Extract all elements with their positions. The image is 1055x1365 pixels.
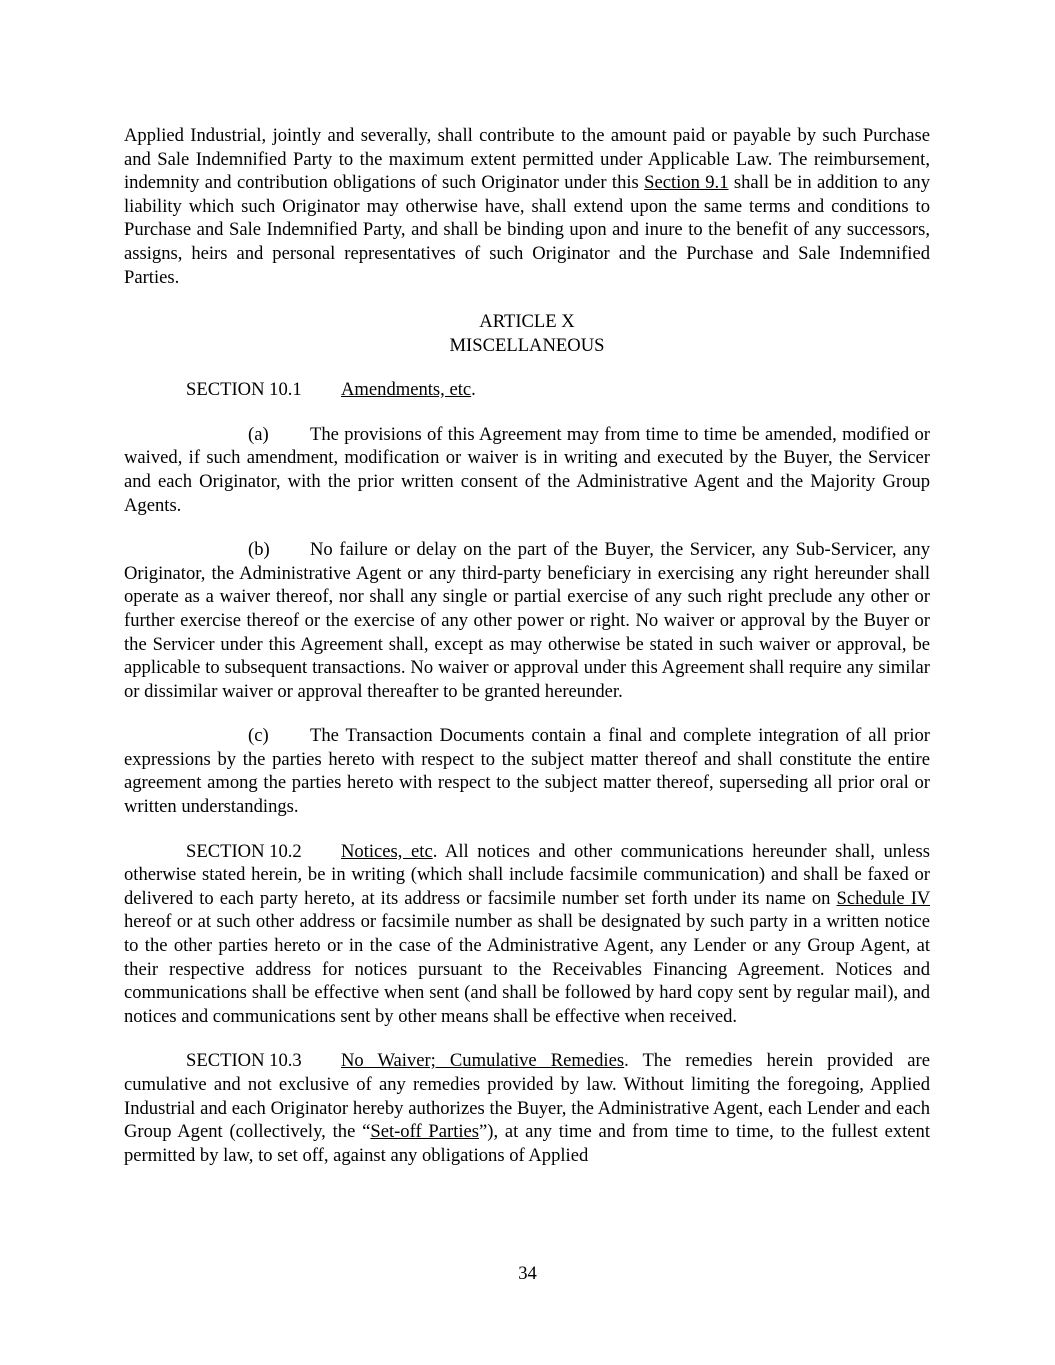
section-10-2-text-2: hereof or at such other address or facsimile number as shall be designated by such party in a written notice to the other parties hereto or in the case of the Administrative Agent, any Lender or any Group Agent, at their respective address for notices pursuant to the Receivables Financing Agreement. Notices and communications shall be effective when sent (and shall be followed by hard copy sent by regular mail), and notices and communications sent by other means shall be effective when received. xyxy=(124,911,930,1027)
clause-c-text: The Transaction Documents contain a final and complete integration of all prior expressions by the parties hereto with respect to the subject matter thereof and shall constitute the entire agreement among the parties hereto with respect to the subject matter thereof, superseding all prior oral or written understandings. xyxy=(124,725,930,818)
clause-a-label: (a) xyxy=(248,423,269,445)
section-10-1-title: Amendments, etc xyxy=(341,379,472,401)
section-10-3-text-2: ”), at any time and from time to time, to the fullest extent permitted by law, to set off, against any obligations of Applied xyxy=(124,1121,931,1166)
schedule-iv-reference: Schedule IV xyxy=(836,887,930,909)
section-10-1-heading xyxy=(124,378,930,402)
section-10-1-number: SECTION 10.1 xyxy=(186,379,302,401)
intro-paragraph xyxy=(124,124,930,289)
set-off-parties-term: Set-off Parties xyxy=(370,1121,480,1143)
section-10-2 xyxy=(124,840,930,1029)
clause-b-label: (b) xyxy=(248,539,270,561)
article-heading xyxy=(124,310,930,358)
section-10-3-title-end: . xyxy=(624,1050,629,1072)
section-10-3 xyxy=(124,1049,930,1167)
page-number: 34 xyxy=(518,1263,537,1284)
article-title: MISCELLANEOUS xyxy=(449,335,605,357)
article-number: ARTICLE X xyxy=(479,311,575,333)
intro-text-2: shall be in addition to any liability which such Originator may otherwise have, shall extend upon the same terms and conditions to Purchase and Sale Indemnified Party, and shall be binding upon and inure to the benefit of any successors, assigns, heirs and personal representatives of such Originator and the Purchase and Sale Indemnified Parties. xyxy=(124,172,930,288)
section-10-3-text-1: The remedies herein provided are cumulative and not exclusive of any remedies provided by law. Without limiting the foregoing, Applied Industrial and each Originator hereby authorizes the Buyer, the Administrative Agent, each Lender and each Group Agent (collectively, the “ xyxy=(124,1050,930,1143)
section-10-2-text-1: All notices and other communications hereunder shall, unless otherwise stated herein, be in writing (which shall include facsimile communication) and shall be faxed or delivered to each party hereto, at its address or facsimile number set forth under its name on xyxy=(124,840,930,909)
document-page xyxy=(124,124,930,1188)
section-9-1-reference: Section 9.1 xyxy=(644,172,729,194)
clause-c-label: (c) xyxy=(248,725,269,747)
section-10-3-title: No Waiver; Cumulative Remedies xyxy=(341,1050,625,1072)
section-10-1-a xyxy=(124,423,930,517)
clause-b-text: No failure or delay on the part of the Buyer, the Servicer, any Sub-Servicer, any Originator, the Administrative Agent or any third-party beneficiary in exercising any right hereunder shall operate as a waiver thereof, nor shall any single or partial exercise of any such right preclude any other or further exercise thereof or the exercise of any other power or right. No waiver or approval by the Buyer or the Servicer under this Agreement shall, except as may otherwise be stated in such waiver or approval, be applicable to subsequent transactions. No waiver or approval under this Agreement shall require any similar or dissimilar waiver or approval thereafter to be granted hereunder. xyxy=(124,539,930,702)
section-10-1-title-end: . xyxy=(471,379,476,401)
section-10-2-number: SECTION 10.2 xyxy=(186,840,302,862)
section-10-2-title-end: . xyxy=(432,840,438,862)
section-10-1-c xyxy=(124,724,930,818)
section-10-2-title: Notices, etc xyxy=(341,840,433,862)
section-10-3-number: SECTION 10.3 xyxy=(186,1050,302,1072)
clause-a-text: The provisions of this Agreement may from time to time be amended, modified or waived, if such amendment, modification or waiver is in writing and executed by the Buyer, the Servicer and each Originator, with the prior written consent of the Administrative Agent and the Majority Group Agents. xyxy=(124,423,930,516)
section-10-1-b xyxy=(124,538,930,703)
intro-text-1: Applied Industrial, jointly and severally, shall contribute to the amount paid or payable by such Purchase and Sale Indemnified Party to the maximum extent permitted under Applicable Law. The reimbursement, indemnity and contribution obligations of such Originator under this xyxy=(124,125,930,194)
